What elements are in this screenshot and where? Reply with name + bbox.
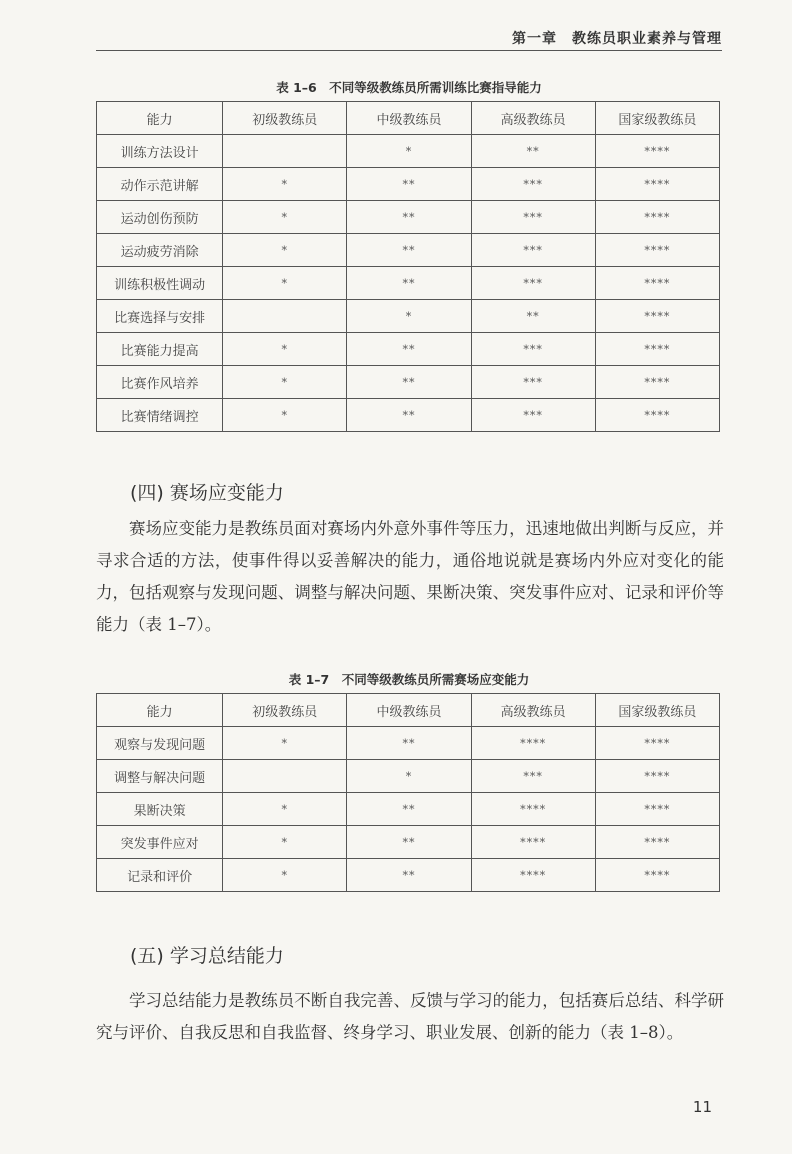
ability-cell: 突发事件应对 (97, 826, 223, 859)
table-caption: 表 1–7 不同等级教练员所需赛场应变能力 (288, 672, 530, 687)
column-header: 中级教练员 (347, 694, 471, 727)
table-header-row (97, 102, 720, 135)
rating-cell: * (347, 300, 471, 333)
rating-cell: ** (471, 300, 595, 333)
table-training-competition-abilities (96, 101, 720, 432)
table-row (97, 399, 720, 432)
ability-cell: 动作示范讲解 (97, 168, 223, 201)
rating-cell: *** (471, 366, 595, 399)
rating-cell: **** (595, 760, 719, 793)
ability-cell: 比赛情绪调控 (97, 399, 223, 432)
rating-cell: *** (471, 760, 595, 793)
rating-cell: * (223, 399, 347, 432)
table-on-field-adaptability (96, 693, 720, 892)
ability-cell: 训练积极性调动 (97, 267, 223, 300)
rating-cell: **** (595, 300, 719, 333)
rating-cell: **** (471, 793, 595, 826)
rating-cell: ** (347, 201, 471, 234)
rating-cell: ** (347, 826, 471, 859)
ability-cell: 比赛能力提高 (97, 333, 223, 366)
table-row (97, 760, 720, 793)
table-caption: 表 1–6 不同等级教练员所需训练比赛指导能力 (276, 80, 542, 95)
rating-cell: **** (595, 234, 719, 267)
rating-cell: ** (347, 234, 471, 267)
rating-cell: *** (471, 399, 595, 432)
rating-cell: *** (471, 333, 595, 366)
column-header: 初级教练员 (223, 694, 347, 727)
rating-cell: **** (471, 727, 595, 760)
ability-cell: 比赛选择与安排 (97, 300, 223, 333)
rating-cell: **** (595, 859, 719, 892)
rating-cell: **** (595, 333, 719, 366)
table-row (97, 727, 720, 760)
rating-cell: **** (471, 826, 595, 859)
rating-cell: **** (595, 727, 719, 760)
table-row (97, 793, 720, 826)
table-row (97, 333, 720, 366)
column-header: 高级教练员 (471, 694, 595, 727)
rating-cell: *** (471, 168, 595, 201)
rating-cell: **** (595, 201, 719, 234)
rating-cell: ** (347, 859, 471, 892)
rating-cell: * (223, 826, 347, 859)
rating-cell: * (223, 333, 347, 366)
rating-cell: * (347, 760, 471, 793)
running-head: 第一章 教练员职业素养与管理 (512, 31, 722, 47)
table-row (97, 300, 720, 333)
rating-cell: * (223, 168, 347, 201)
ability-cell: 观察与发现问题 (97, 727, 223, 760)
column-header: 国家级教练员 (595, 102, 719, 135)
rating-cell: * (223, 859, 347, 892)
ability-cell: 调整与解决问题 (97, 760, 223, 793)
rating-cell: * (223, 366, 347, 399)
rating-cell (223, 300, 347, 333)
rating-cell: ** (347, 793, 471, 826)
table-row (97, 826, 720, 859)
ability-cell: 运动创伤预防 (97, 201, 223, 234)
rating-cell: **** (595, 267, 719, 300)
section-heading: (四) 赛场应变能力 (130, 482, 284, 504)
rating-cell: **** (595, 168, 719, 201)
rating-cell: **** (595, 135, 719, 168)
column-header: 中级教练员 (347, 102, 471, 135)
rating-cell: **** (471, 859, 595, 892)
column-header: 能力 (97, 102, 223, 135)
rating-cell: **** (595, 826, 719, 859)
rating-cell (223, 760, 347, 793)
rating-cell: * (223, 793, 347, 826)
rating-cell: * (347, 135, 471, 168)
rating-cell: ** (471, 135, 595, 168)
table-row (97, 135, 720, 168)
table-header-row (97, 694, 720, 727)
rating-cell: ** (347, 366, 471, 399)
column-header: 能力 (97, 694, 223, 727)
rating-cell: ** (347, 168, 471, 201)
rating-cell: *** (471, 267, 595, 300)
table-row (97, 859, 720, 892)
rating-cell: * (223, 727, 347, 760)
ability-cell: 记录和评价 (97, 859, 223, 892)
column-header: 国家级教练员 (595, 694, 719, 727)
rating-cell: *** (471, 201, 595, 234)
table-row (97, 234, 720, 267)
ability-cell: 运动疲劳消除 (97, 234, 223, 267)
ability-cell: 果断决策 (97, 793, 223, 826)
table-row (97, 267, 720, 300)
paragraph: 学习总结能力是教练员不断自我完善、反馈与学习的能力，包括赛后总结、科学研究与评价、自我反思和自我监督、终身学习、职业发展、创新的能力（表 1–8）。 (96, 991, 724, 1042)
rating-cell: **** (595, 366, 719, 399)
rating-cell: * (223, 267, 347, 300)
rating-cell: * (223, 201, 347, 234)
ability-cell: 训练方法设计 (97, 135, 223, 168)
rating-cell: ** (347, 267, 471, 300)
rating-cell: **** (595, 399, 719, 432)
rating-cell: ** (347, 399, 471, 432)
rating-cell: *** (471, 234, 595, 267)
column-header: 高级教练员 (471, 102, 595, 135)
page-number: 11 (692, 1098, 712, 1116)
rating-cell (223, 135, 347, 168)
rating-cell: ** (347, 333, 471, 366)
column-header: 初级教练员 (223, 102, 347, 135)
rating-cell: * (223, 234, 347, 267)
rating-cell: ** (347, 727, 471, 760)
table-row (97, 168, 720, 201)
table-row (97, 201, 720, 234)
ability-cell: 比赛作风培养 (97, 366, 223, 399)
section-heading: (五) 学习总结能力 (130, 945, 284, 967)
paragraph: 赛场应变能力是教练员面对赛场内外意外事件等压力，迅速地做出判断与反应，并寻求合适的方法，使事件得以妥善解决的能力，通俗地说就是赛场内外应对变化的能力，包括观察与发现问题、调整与解决问题、果断决策、突发事件应对、记录和评价等能力（表 1–7）。 (96, 519, 724, 634)
table-row (97, 366, 720, 399)
header-rule (96, 50, 722, 51)
rating-cell: **** (595, 793, 719, 826)
